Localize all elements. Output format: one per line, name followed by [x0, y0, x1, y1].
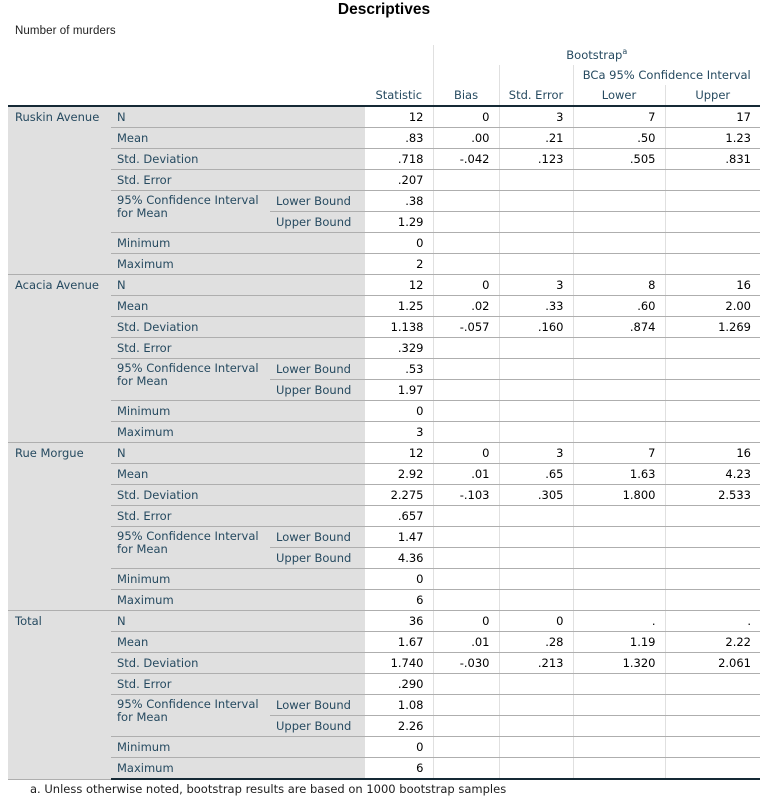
cell-lower_bound-statistic: 1.47 — [365, 527, 433, 548]
table-title: Descriptives — [337, 1, 431, 18]
cell-min-upper — [665, 401, 760, 422]
cell-sd-statistic: 1.138 — [365, 317, 433, 338]
cell-min-lower — [573, 569, 665, 590]
table-row — [8, 128, 760, 149]
cell-sd-lower: .874 — [573, 317, 665, 338]
table-row — [8, 569, 760, 590]
table-row — [8, 674, 760, 695]
cell-n-upper: 17 — [665, 106, 760, 128]
row-label-n: N — [111, 611, 365, 632]
cell-lower_bound-std-error — [499, 191, 573, 212]
row-label-ci: 95% Confidence Interval for Mean — [111, 695, 270, 737]
cell-upper_bound-upper — [665, 380, 760, 401]
cell-mean-upper: 2.22 — [665, 632, 760, 653]
cell-min-upper — [665, 233, 760, 254]
cell-sd-upper: .831 — [665, 149, 760, 170]
cell-min-upper — [665, 569, 760, 590]
cell-max-lower — [573, 254, 665, 275]
cell-mean-lower: 1.19 — [573, 632, 665, 653]
cell-max-std-error — [499, 422, 573, 443]
cell-se-upper — [665, 170, 760, 191]
cell-se-statistic: .290 — [365, 674, 433, 695]
row-label-max: Maximum — [111, 590, 365, 611]
cell-min-bias — [433, 569, 499, 590]
descriptives-table — [8, 45, 760, 780]
row-label-max: Maximum — [111, 758, 365, 780]
cell-upper_bound-bias — [433, 548, 499, 569]
cell-mean-std-error: .21 — [499, 128, 573, 149]
cell-se-bias — [433, 170, 499, 191]
cell-sd-statistic: .718 — [365, 149, 433, 170]
cell-sd-statistic: 1.740 — [365, 653, 433, 674]
row-label-min: Minimum — [111, 569, 365, 590]
row-label-upper-bound: Upper Bound — [270, 380, 365, 401]
cell-n-bias: 0 — [433, 275, 499, 296]
row-label-max: Maximum — [111, 422, 365, 443]
cell-max-statistic: 6 — [365, 590, 433, 611]
cell-se-lower — [573, 506, 665, 527]
cell-mean-upper: 2.00 — [665, 296, 760, 317]
row-label-se: Std. Error — [111, 674, 365, 695]
cell-upper_bound-lower — [573, 212, 665, 233]
cell-lower_bound-bias — [433, 695, 499, 716]
cell-n-std-error: 3 — [499, 275, 573, 296]
cell-max-lower — [573, 590, 665, 611]
cell-lower_bound-lower — [573, 359, 665, 380]
table-row — [8, 233, 760, 254]
row-label-ci: 95% Confidence Interval for Mean — [111, 527, 270, 569]
row-label-n: N — [111, 443, 365, 464]
cell-se-statistic: .207 — [365, 170, 433, 191]
cell-min-lower — [573, 233, 665, 254]
table-row — [8, 590, 760, 611]
cell-min-statistic: 0 — [365, 737, 433, 758]
cell-upper_bound-std-error — [499, 380, 573, 401]
cell-lower_bound-upper — [665, 191, 760, 212]
group-label: Total — [8, 611, 111, 780]
cell-n-statistic: 12 — [365, 275, 433, 296]
row-label-mean: Mean — [111, 296, 365, 317]
cell-mean-upper: 4.23 — [665, 464, 760, 485]
cell-mean-std-error: .65 — [499, 464, 573, 485]
table-row — [8, 275, 760, 296]
table-row — [8, 401, 760, 422]
cell-max-upper — [665, 422, 760, 443]
cell-n-std-error: 3 — [499, 443, 573, 464]
cell-n-upper: . — [665, 611, 760, 632]
table-row — [8, 296, 760, 317]
table-row — [8, 485, 760, 506]
cell-se-bias — [433, 506, 499, 527]
cell-n-statistic: 12 — [365, 106, 433, 128]
footnote-marker: a — [622, 47, 628, 56]
cell-mean-std-error: .33 — [499, 296, 573, 317]
cell-sd-lower: 1.320 — [573, 653, 665, 674]
cell-lower_bound-std-error — [499, 359, 573, 380]
cell-n-bias: 0 — [433, 106, 499, 128]
cell-upper_bound-bias — [433, 380, 499, 401]
cell-se-std-error — [499, 506, 573, 527]
cell-mean-upper: 1.23 — [665, 128, 760, 149]
cell-upper_bound-statistic: 2.26 — [365, 716, 433, 737]
cell-sd-std-error: .160 — [499, 317, 573, 338]
cell-n-lower: 8 — [573, 275, 665, 296]
cell-sd-upper: 1.269 — [665, 317, 760, 338]
row-label-se: Std. Error — [111, 506, 365, 527]
cell-upper_bound-std-error — [499, 212, 573, 233]
cell-max-bias — [433, 254, 499, 275]
table-row — [8, 149, 760, 170]
cell-lower_bound-upper — [665, 527, 760, 548]
cell-se-bias — [433, 338, 499, 359]
cell-mean-bias: .01 — [433, 632, 499, 653]
cell-n-statistic: 36 — [365, 611, 433, 632]
cell-max-lower — [573, 422, 665, 443]
cell-max-std-error — [499, 758, 573, 780]
cell-n-lower: 7 — [573, 106, 665, 128]
cell-sd-std-error: .123 — [499, 149, 573, 170]
cell-max-std-error — [499, 254, 573, 275]
col-header-std-error: Std. Error — [499, 85, 573, 106]
col-header-statistic: Statistic — [375, 88, 423, 102]
cell-upper_bound-upper — [665, 716, 760, 737]
group-label: Ruskin Avenue — [8, 106, 111, 275]
row-label-min: Minimum — [111, 401, 365, 422]
cell-sd-std-error: .213 — [499, 653, 573, 674]
cell-mean-statistic: 2.92 — [365, 464, 433, 485]
table-row — [8, 758, 760, 780]
cell-lower_bound-statistic: 1.08 — [365, 695, 433, 716]
row-label-min: Minimum — [111, 737, 365, 758]
cell-max-statistic: 6 — [365, 758, 433, 780]
table-row — [8, 443, 760, 464]
cell-lower_bound-std-error — [499, 527, 573, 548]
cell-sd-upper: 2.061 — [665, 653, 760, 674]
table-row — [8, 338, 760, 359]
cell-se-upper — [665, 674, 760, 695]
cell-n-upper: 16 — [665, 443, 760, 464]
table-row — [8, 653, 760, 674]
cell-min-lower — [573, 401, 665, 422]
row-label-min: Minimum — [111, 233, 365, 254]
cell-lower_bound-statistic: .53 — [365, 359, 433, 380]
cell-se-lower — [573, 338, 665, 359]
table-row — [8, 106, 760, 128]
cell-upper_bound-statistic: 4.36 — [365, 548, 433, 569]
cell-se-statistic: .657 — [365, 506, 433, 527]
row-label-mean: Mean — [111, 632, 365, 653]
row-label-n: N — [111, 106, 365, 128]
row-label-sd: Std. Deviation — [111, 653, 365, 674]
cell-lower_bound-upper — [665, 359, 760, 380]
bootstrap-header: Bootstrap$^a$ — [433, 45, 760, 65]
cell-mean-bias: .00 — [433, 128, 499, 149]
cell-min-std-error — [499, 401, 573, 422]
group-label: Acacia Avenue — [8, 275, 111, 443]
table-row — [8, 695, 760, 716]
cell-min-lower — [573, 737, 665, 758]
cell-n-bias: 0 — [433, 443, 499, 464]
cell-mean-statistic: .83 — [365, 128, 433, 149]
row-label-upper-bound: Upper Bound — [270, 548, 365, 569]
cell-lower_bound-bias — [433, 359, 499, 380]
cell-se-lower — [573, 674, 665, 695]
cell-min-std-error — [499, 737, 573, 758]
col-header-upper: Upper — [665, 85, 760, 106]
table-row — [8, 170, 760, 191]
cell-se-lower — [573, 170, 665, 191]
cell-sd-bias: -.103 — [433, 485, 499, 506]
cell-upper_bound-std-error — [499, 548, 573, 569]
cell-upper_bound-lower — [573, 716, 665, 737]
cell-sd-lower: 1.800 — [573, 485, 665, 506]
cell-lower_bound-statistic: .38 — [365, 191, 433, 212]
row-label-ci: 95% Confidence Interval for Mean — [111, 359, 270, 401]
cell-lower_bound-bias — [433, 527, 499, 548]
group-label: Rue Morgue — [8, 443, 111, 611]
cell-upper_bound-upper — [665, 212, 760, 233]
row-label-lower-bound: Lower Bound — [270, 191, 365, 212]
row-label-mean: Mean — [111, 464, 365, 485]
cell-lower_bound-std-error — [499, 695, 573, 716]
col-header-lower: Lower — [573, 85, 665, 106]
row-label-mean: Mean — [111, 128, 365, 149]
table-row — [8, 191, 760, 212]
cell-upper_bound-lower — [573, 380, 665, 401]
variable-label: Number of murders — [15, 25, 116, 37]
row-label-sd: Std. Deviation — [111, 149, 365, 170]
cell-lower_bound-bias — [433, 191, 499, 212]
cell-max-upper — [665, 254, 760, 275]
cell-se-upper — [665, 506, 760, 527]
cell-sd-std-error: .305 — [499, 485, 573, 506]
cell-lower_bound-upper — [665, 695, 760, 716]
cell-n-lower: 7 — [573, 443, 665, 464]
cell-lower_bound-lower — [573, 695, 665, 716]
cell-max-statistic: 2 — [365, 254, 433, 275]
cell-n-std-error: 0 — [499, 611, 573, 632]
cell-mean-lower: 1.63 — [573, 464, 665, 485]
row-label-se: Std. Error — [111, 170, 365, 191]
cell-min-statistic: 0 — [365, 233, 433, 254]
row-label-lower-bound: Lower Bound — [270, 359, 365, 380]
row-label-upper-bound: Upper Bound — [270, 212, 365, 233]
cell-sd-bias: -.057 — [433, 317, 499, 338]
table-row — [8, 464, 760, 485]
cell-upper_bound-lower — [573, 548, 665, 569]
table-row — [8, 422, 760, 443]
col-header-bias: Bias — [433, 85, 499, 106]
row-label-se: Std. Error — [111, 338, 365, 359]
table-row — [8, 527, 760, 548]
cell-mean-lower: .60 — [573, 296, 665, 317]
cell-se-statistic: .329 — [365, 338, 433, 359]
cell-n-upper: 16 — [665, 275, 760, 296]
cell-se-std-error — [499, 338, 573, 359]
cell-max-bias — [433, 758, 499, 780]
cell-max-std-error — [499, 590, 573, 611]
row-label-sd: Std. Deviation — [111, 485, 365, 506]
cell-max-bias — [433, 590, 499, 611]
cell-sd-lower: .505 — [573, 149, 665, 170]
cell-min-statistic: 0 — [365, 401, 433, 422]
table-row — [8, 632, 760, 653]
footnote: a. Unless otherwise noted, bootstrap results are based on 1000 bootstrap samples — [30, 782, 507, 796]
cell-upper_bound-std-error — [499, 716, 573, 737]
row-label-lower-bound: Lower Bound — [270, 527, 365, 548]
cell-upper_bound-bias — [433, 212, 499, 233]
cell-mean-statistic: 1.67 — [365, 632, 433, 653]
cell-upper_bound-upper — [665, 548, 760, 569]
cell-min-std-error — [499, 233, 573, 254]
cell-min-bias — [433, 233, 499, 254]
cell-max-lower — [573, 758, 665, 780]
cell-n-lower: . — [573, 611, 665, 632]
cell-min-std-error — [499, 569, 573, 590]
cell-mean-bias: .01 — [433, 464, 499, 485]
cell-n-std-error: 3 — [499, 106, 573, 128]
cell-min-bias — [433, 401, 499, 422]
table-row — [8, 359, 760, 380]
cell-mean-statistic: 1.25 — [365, 296, 433, 317]
row-label-lower-bound: Lower Bound — [270, 695, 365, 716]
cell-se-bias — [433, 674, 499, 695]
cell-upper_bound-statistic: 1.97 — [365, 380, 433, 401]
cell-lower_bound-lower — [573, 527, 665, 548]
row-label-n: N — [111, 275, 365, 296]
cell-sd-bias: -.030 — [433, 653, 499, 674]
cell-min-statistic: 0 — [365, 569, 433, 590]
cell-se-upper — [665, 338, 760, 359]
table-row — [8, 737, 760, 758]
cell-upper_bound-bias — [433, 716, 499, 737]
cell-upper_bound-statistic: 1.29 — [365, 212, 433, 233]
cell-se-std-error — [499, 170, 573, 191]
cell-max-upper — [665, 590, 760, 611]
cell-max-bias — [433, 422, 499, 443]
cell-sd-statistic: 2.275 — [365, 485, 433, 506]
cell-mean-std-error: .28 — [499, 632, 573, 653]
cell-max-upper — [665, 758, 760, 780]
row-label-ci: 95% Confidence Interval for Mean — [111, 191, 270, 233]
bca-ci-header: BCa 95% Confidence Interval — [573, 65, 760, 85]
row-label-max: Maximum — [111, 254, 365, 275]
cell-sd-bias: -.042 — [433, 149, 499, 170]
cell-se-std-error — [499, 674, 573, 695]
cell-mean-bias: .02 — [433, 296, 499, 317]
cell-lower_bound-lower — [573, 191, 665, 212]
cell-max-statistic: 3 — [365, 422, 433, 443]
table-row — [8, 254, 760, 275]
cell-n-bias: 0 — [433, 611, 499, 632]
row-label-upper-bound: Upper Bound — [270, 716, 365, 737]
cell-n-statistic: 12 — [365, 443, 433, 464]
table-row — [8, 317, 760, 338]
table-row — [8, 506, 760, 527]
cell-mean-lower: .50 — [573, 128, 665, 149]
table-row — [8, 611, 760, 632]
cell-sd-upper: 2.533 — [665, 485, 760, 506]
cell-min-upper — [665, 737, 760, 758]
cell-min-bias — [433, 737, 499, 758]
row-label-sd: Std. Deviation — [111, 317, 365, 338]
